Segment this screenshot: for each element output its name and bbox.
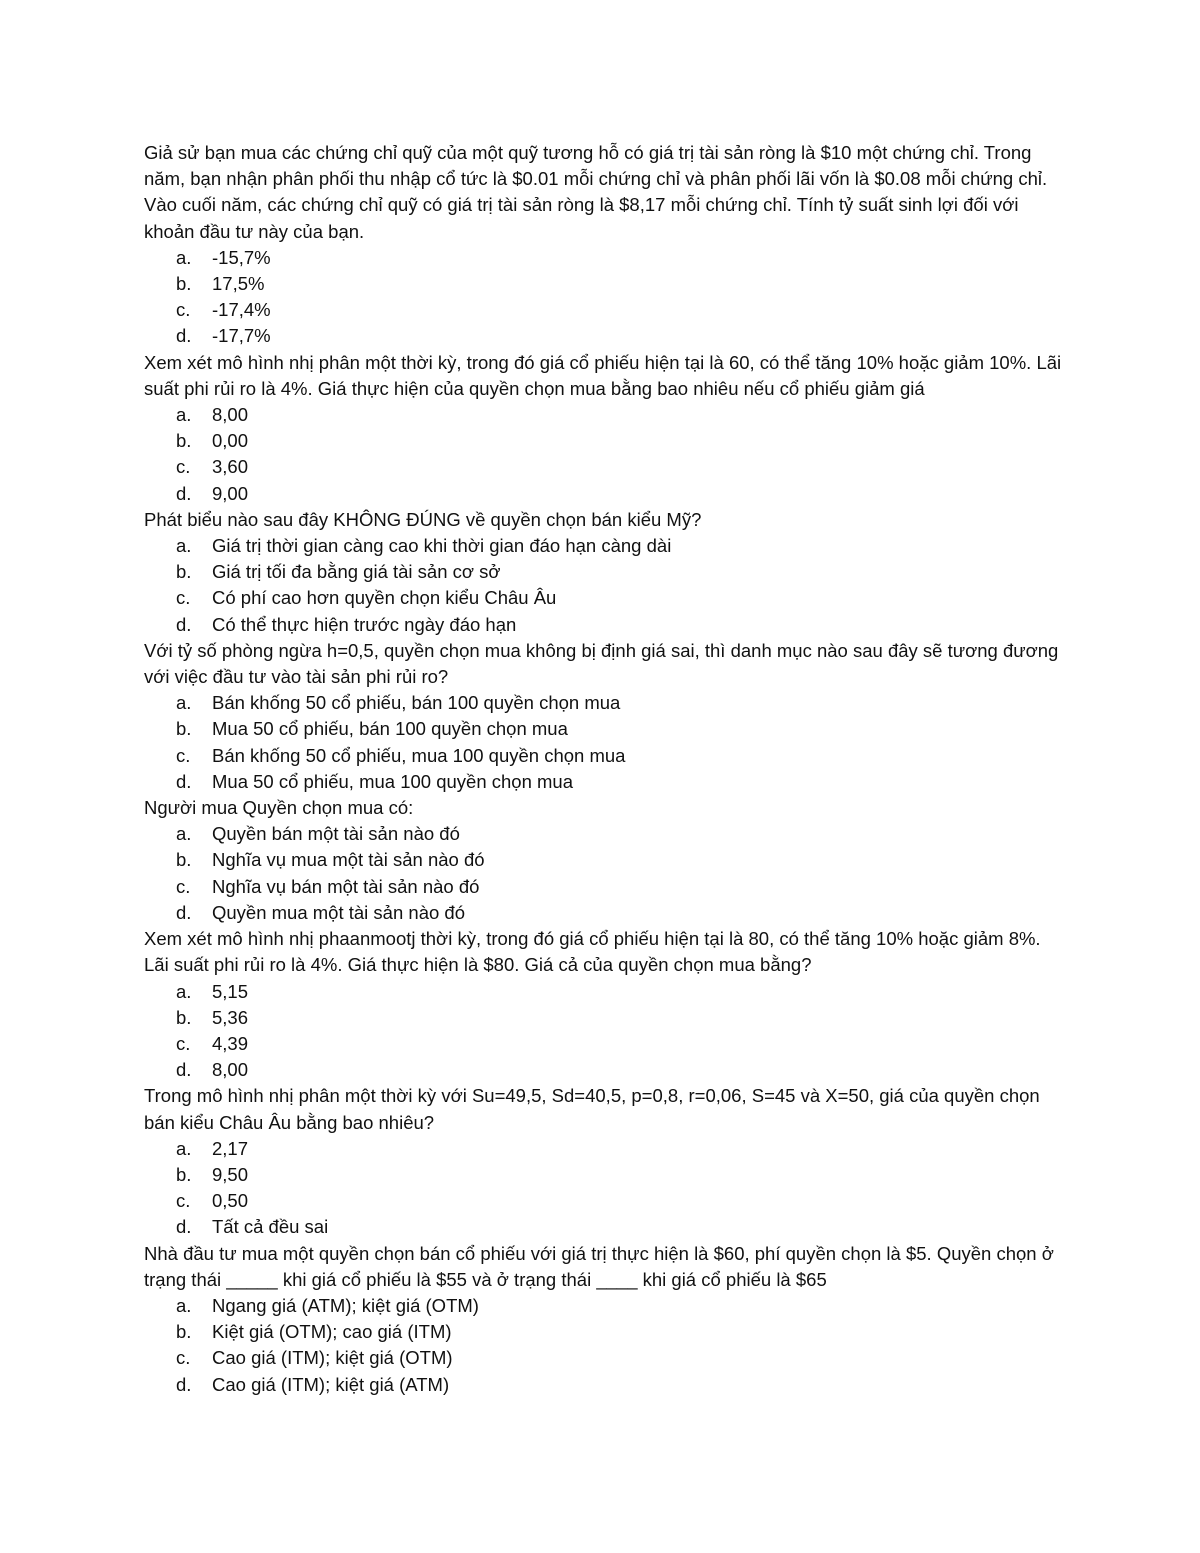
option-item (144, 297, 1064, 323)
option-item (144, 612, 1064, 638)
option-text: 5,36 (212, 1006, 249, 1028)
option-letter: c. (176, 875, 191, 897)
option-letter: d. (176, 1373, 192, 1395)
question-text: Phát biểu nào sau đây KHÔNG ĐÚNG về quyền chọn bán kiểu Mỹ? (144, 508, 702, 530)
option-letter: a. (176, 1137, 192, 1159)
option-letter: c. (176, 744, 191, 766)
option-item (144, 323, 1064, 349)
option-item (144, 769, 1064, 795)
option-letter: b. (176, 273, 192, 295)
option-text: Kiệt giá (OTM); cao giá (ITM) (212, 1321, 452, 1343)
option-letter: a. (176, 246, 192, 268)
option-text: 8,00 (212, 1059, 249, 1081)
option-item (144, 690, 1064, 716)
option-letter: a. (176, 404, 192, 426)
option-item (144, 1372, 1064, 1398)
option-text: 3,60 (212, 456, 249, 478)
option-item (144, 1214, 1064, 1240)
option-item (144, 481, 1064, 507)
option-text: Cao giá (ITM); kiệt giá (OTM) (212, 1347, 453, 1369)
option-text: 5,15 (212, 980, 249, 1002)
option-text: 0,00 (212, 430, 249, 452)
question-7 (144, 1083, 1064, 1240)
option-text: Có phí cao hơn quyền chọn kiểu Châu Âu (212, 587, 557, 609)
option-list (144, 1136, 1064, 1241)
option-letter: d. (176, 482, 192, 504)
option-item (144, 1005, 1064, 1031)
question-text: Người mua Quyền chọn mua có: (144, 797, 414, 819)
option-list (144, 402, 1064, 507)
option-letter: c. (176, 1032, 191, 1054)
question-text: Xem xét mô hình nhị phaanmootj thời kỳ, trong đó giá cổ phiếu hiện tại là 80, có thể tăng 10% hoặc giảm 8%. Lãi suất phi rủi ro là 4%. Giá thực hiện là $80. Giá cả của quyền chọn mua bằng? (144, 928, 1041, 976)
question-text: Xem xét mô hình nhị phân một thời kỳ, trong đó giá cổ phiếu hiện tại là 60, có thể tăng 10% hoặc giảm 10%. Lãi suất phi rủi ro là 4%. Giá thực hiện của quyền chọn mua bằng bao nhiêu nếu cổ phiếu giảm giá (144, 351, 1062, 399)
option-list (144, 690, 1064, 795)
option-item (144, 245, 1064, 271)
option-list (144, 1293, 1064, 1398)
option-item (144, 1057, 1064, 1083)
question-2 (144, 350, 1064, 507)
option-text: Cao giá (ITM); kiệt giá (ATM) (212, 1373, 450, 1395)
option-text: Ngang giá (ATM); kiệt giá (OTM) (212, 1294, 479, 1316)
option-text: -17,4% (212, 299, 271, 321)
option-list (144, 245, 1064, 350)
option-text: -15,7% (212, 246, 271, 268)
option-text: Mua 50 cổ phiếu, bán 100 quyền chọn mua (212, 718, 568, 740)
option-text: Bán khống 50 cổ phiếu, mua 100 quyền chọn mua (212, 744, 626, 766)
question-text: Trong mô hình nhị phân một thời kỳ với Su=49,5, Sd=40,5, p=0,8, r=0,06, S=45 và X=50, giá của quyền chọn bán kiểu Châu Âu bằng bao nhiêu? (144, 1085, 1040, 1133)
option-item (144, 428, 1064, 454)
question-1 (144, 140, 1064, 350)
option-letter: a. (176, 1294, 192, 1316)
option-text: 9,50 (212, 1163, 249, 1185)
option-letter: b. (176, 1321, 192, 1343)
option-text: Nghĩa vụ bán một tài sản nào đó (212, 875, 480, 897)
option-letter: c. (176, 1347, 191, 1369)
option-text: 0,50 (212, 1190, 249, 1212)
option-text: 9,00 (212, 482, 249, 504)
option-item (144, 1293, 1064, 1319)
option-text: Bán khống 50 cổ phiếu, bán 100 quyền chọn mua (212, 692, 621, 714)
option-item (144, 1162, 1064, 1188)
option-letter: b. (176, 1006, 192, 1028)
option-item (144, 821, 1064, 847)
option-text: -17,7% (212, 325, 271, 347)
option-text: Mua 50 cổ phiếu, mua 100 quyền chọn mua (212, 770, 573, 792)
option-item (144, 559, 1064, 585)
option-item (144, 1345, 1064, 1371)
option-text: Giá trị thời gian càng cao khi thời gian đáo hạn càng dài (212, 535, 672, 557)
option-text: Tất cả đều sai (212, 1216, 329, 1238)
option-item (144, 900, 1064, 926)
option-item (144, 1319, 1064, 1345)
option-letter: c. (176, 299, 191, 321)
option-item (144, 271, 1064, 297)
option-letter: d. (176, 1059, 192, 1081)
option-letter: d. (176, 1216, 192, 1238)
option-text: Quyền bán một tài sản nào đó (212, 823, 460, 845)
option-letter: d. (176, 613, 192, 635)
option-list (144, 533, 1064, 638)
option-list (144, 821, 1064, 926)
option-item (144, 979, 1064, 1005)
question-8 (144, 1241, 1064, 1398)
option-item (144, 1136, 1064, 1162)
question-6 (144, 926, 1064, 1083)
option-item (144, 743, 1064, 769)
option-letter: d. (176, 901, 192, 923)
option-letter: b. (176, 561, 192, 583)
option-letter: c. (176, 1190, 191, 1212)
option-item (144, 454, 1064, 480)
option-letter: a. (176, 823, 192, 845)
option-letter: a. (176, 535, 192, 557)
option-letter: a. (176, 692, 192, 714)
option-text: Quyền mua một tài sản nào đó (212, 901, 465, 923)
option-letter: b. (176, 1163, 192, 1185)
option-item (144, 1188, 1064, 1214)
option-item (144, 585, 1064, 611)
option-text: 4,39 (212, 1032, 249, 1054)
option-list (144, 979, 1064, 1084)
question-5 (144, 795, 1064, 926)
option-text: Có thể thực hiện trước ngày đáo hạn (212, 613, 517, 635)
option-text: 2,17 (212, 1137, 249, 1159)
option-text: Nghĩa vụ mua một tài sản nào đó (212, 849, 485, 871)
option-letter: b. (176, 849, 192, 871)
question-4 (144, 638, 1064, 795)
option-item (144, 847, 1064, 873)
option-item (144, 874, 1064, 900)
option-letter: c. (176, 456, 191, 478)
option-letter: a. (176, 980, 192, 1002)
option-item (144, 533, 1064, 559)
question-3 (144, 507, 1064, 638)
option-text: 17,5% (212, 273, 265, 295)
option-item (144, 716, 1064, 742)
option-letter: d. (176, 325, 192, 347)
option-letter: b. (176, 430, 192, 452)
question-text: Nhà đầu tư mua một quyền chọn bán cổ phiếu với giá trị thực hiện là $60, phí quyền chọn là $5. Quyền chọn ở trạng thái _____ khi giá cổ phiếu là $55 và ở trạng thái ____ khi giá cổ phiếu là $65 (144, 1242, 1054, 1290)
document-page (144, 140, 1064, 1398)
option-letter: d. (176, 770, 192, 792)
question-text: Với tỷ số phòng ngừa h=0,5, quyền chọn mua không bị định giá sai, thì danh mục nào sau đây sẽ tương đương với việc đầu tư vào tài sản phi rủi ro? (144, 639, 1059, 688)
option-item (144, 1031, 1064, 1057)
option-letter: c. (176, 587, 191, 609)
question-text: Giả sử bạn mua các chứng chỉ quỹ của một quỹ tương hỗ có giá trị tài sản ròng là $10 một chứng chỉ. Trong năm, bạn nhận phân phối thu nhập cổ tức là $0.01 mỗi chứng chỉ và phân phối lãi vốn là $0.08 mỗi chứng chỉ. Vào cuối năm, các chứng chỉ quỹ có giá trị tài sản ròng là $8,17 mỗi chứng chỉ. Tính tỷ suất sinh lợi đối với khoản đầu tư này của bạn. (144, 142, 1048, 242)
option-text: 8,00 (212, 404, 249, 426)
option-letter: b. (176, 718, 192, 740)
option-item (144, 402, 1064, 428)
option-text: Giá trị tối đa bằng giá tài sản cơ sở (212, 561, 501, 583)
